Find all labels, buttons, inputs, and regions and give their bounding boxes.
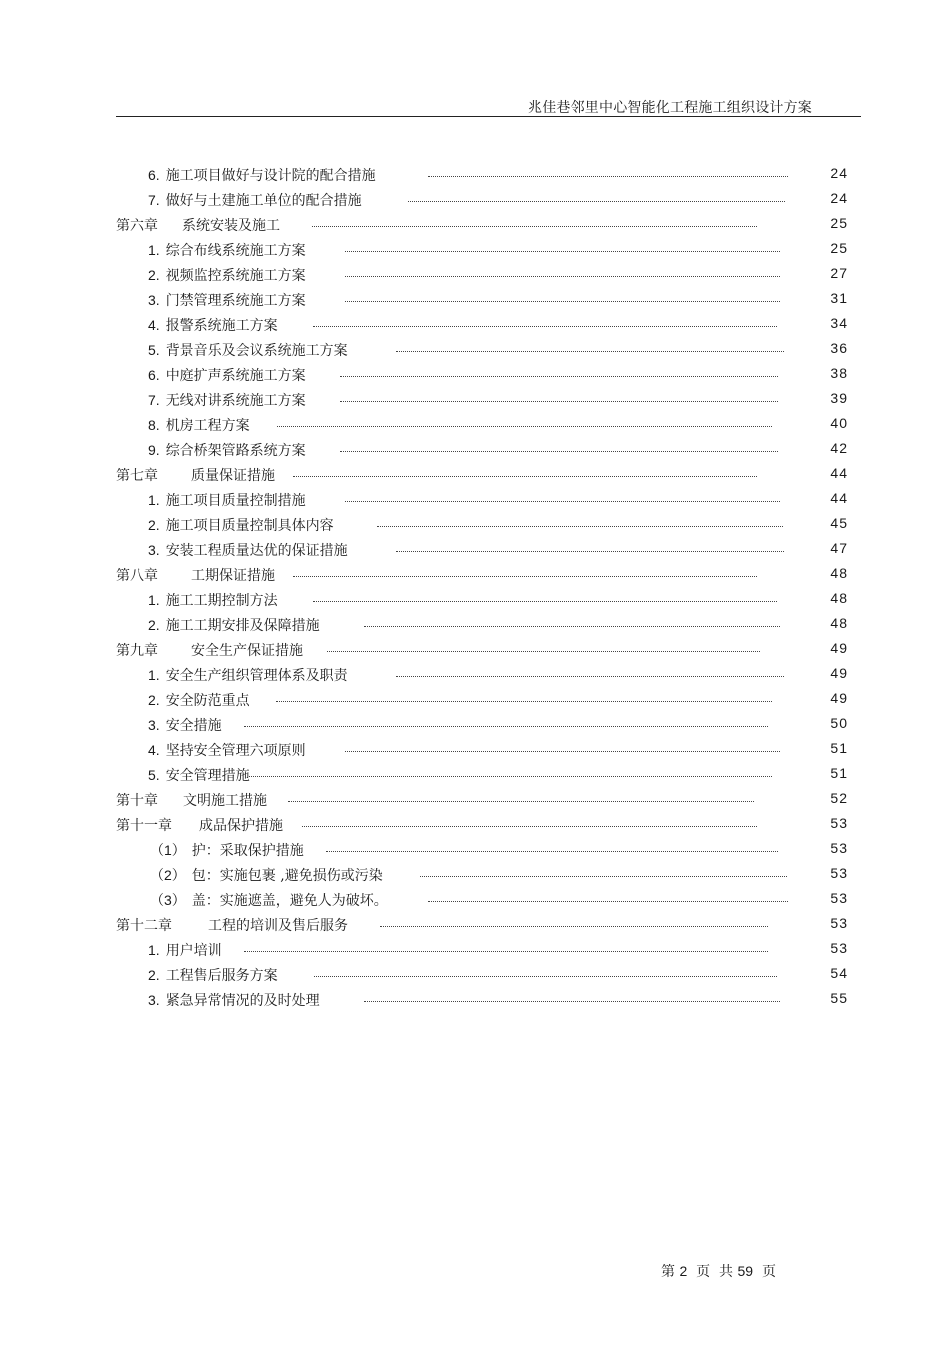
header-divider <box>116 116 861 117</box>
toc-chapter-row <box>0 638 950 663</box>
toc-entry-number: 1. <box>148 942 160 958</box>
toc-entry-title: 盖：实施遮盖，避免人为破坏。 <box>191 893 388 909</box>
toc-entry-title: 工程售后服务方案 <box>165 968 278 984</box>
toc-entry-label <box>148 715 222 735</box>
toc-section-row <box>0 938 950 963</box>
toc-dot-leader <box>428 901 788 902</box>
toc-page-number: 55 <box>830 990 848 1006</box>
toc-entry-number: 1. <box>148 242 160 258</box>
toc-entry-label <box>148 990 320 1010</box>
footer-prefix: 第 <box>661 1264 675 1280</box>
toc-entry-label <box>148 965 278 985</box>
toc-dot-leader <box>293 576 757 577</box>
toc-page-number: 36 <box>830 340 848 356</box>
toc-page-number: 47 <box>830 540 848 556</box>
toc-section-row <box>0 513 950 538</box>
toc-page-number: 42 <box>830 440 848 456</box>
toc-entry-number: 9. <box>148 442 160 458</box>
toc-entry-number: 5. <box>148 342 160 358</box>
toc-entry-label <box>148 540 348 560</box>
toc-page-number: 40 <box>830 415 848 431</box>
toc-dot-leader <box>345 301 780 302</box>
toc-section-row <box>0 438 950 463</box>
toc-dot-leader <box>345 751 780 752</box>
footer-suffix: 页 <box>762 1264 776 1280</box>
toc-dot-leader <box>312 226 757 227</box>
toc-entry-label <box>148 590 278 610</box>
toc-entry-title: 工期保证措施 <box>191 568 275 584</box>
toc-entry-number: 6. <box>148 167 160 183</box>
toc-page-number: 27 <box>830 265 848 281</box>
toc-section-row <box>0 538 950 563</box>
toc-entry-number: 3. <box>148 992 160 1008</box>
toc-page-number: 50 <box>830 715 848 731</box>
toc-section-row <box>0 313 950 338</box>
toc-entry-number: （2） <box>150 867 186 883</box>
toc-chapter-row <box>0 463 950 488</box>
toc-entry-number: 3. <box>148 542 160 558</box>
toc-entry-number: 2. <box>148 267 160 283</box>
toc-entry-title: 坚持安全管理六项原则 <box>165 743 306 759</box>
toc-entry-number: 1. <box>148 492 160 508</box>
toc-entry-title: 视频监控系统施工方案 <box>165 268 306 284</box>
toc-dot-leader <box>396 351 784 352</box>
toc-entry-label <box>148 340 348 360</box>
toc-entry-label <box>148 515 334 535</box>
toc-entry-label <box>150 865 383 885</box>
toc-entry-label <box>150 890 388 910</box>
toc-entry-title: 报警系统施工方案 <box>165 318 278 334</box>
toc-dot-leader <box>428 176 788 177</box>
toc-entry-label <box>148 765 250 785</box>
toc-entry-number: 1. <box>148 667 160 683</box>
table-of-contents <box>0 163 950 1013</box>
toc-entry-label <box>148 265 306 285</box>
toc-dot-leader <box>340 451 778 452</box>
toc-entry-label <box>116 640 303 660</box>
toc-section-row <box>0 413 950 438</box>
toc-entry-number: 第八章 <box>116 568 158 584</box>
toc-section-row <box>0 588 950 613</box>
toc-entry-title: 安装工程质量达优的保证措施 <box>165 543 348 559</box>
toc-entry-number: 7. <box>148 192 160 208</box>
toc-dot-leader <box>345 501 780 502</box>
toc-entry-title: 文明施工措施 <box>183 793 267 809</box>
toc-section-row <box>0 738 950 763</box>
toc-entry-title: 工程的培训及售后服务 <box>208 918 348 934</box>
toc-entry-label <box>148 740 306 760</box>
toc-entry-label <box>148 315 278 335</box>
toc-dot-leader <box>244 951 768 952</box>
toc-entry-number: 第七章 <box>116 468 158 484</box>
toc-entry-title: 系统安装及施工 <box>182 218 280 234</box>
toc-entry-number: 2. <box>148 517 160 533</box>
toc-page-number: 44 <box>830 490 848 506</box>
toc-entry-title: 中庭扩声系统施工方案 <box>165 368 306 384</box>
toc-section-row <box>0 388 950 413</box>
toc-entry-label <box>116 790 267 810</box>
toc-page-number: 54 <box>830 965 848 981</box>
toc-entry-label <box>148 690 250 710</box>
toc-section-row <box>0 863 950 888</box>
toc-dot-leader <box>302 826 757 827</box>
toc-entry-title: 用户培训 <box>165 943 222 959</box>
toc-entry-label <box>116 465 275 485</box>
toc-page-number: 48 <box>830 590 848 606</box>
toc-entry-label <box>148 665 348 685</box>
toc-entry-label <box>150 840 304 860</box>
toc-entry-number: 8. <box>148 417 160 433</box>
toc-page-number: 52 <box>830 790 848 806</box>
toc-page-number: 24 <box>830 165 848 181</box>
toc-entry-title: 质量保证措施 <box>191 468 275 484</box>
toc-entry-title: 综合布线系统施工方案 <box>165 243 306 259</box>
toc-entry-title: 背景音乐及会议系统施工方案 <box>165 343 348 359</box>
toc-page-number: 53 <box>830 865 848 881</box>
toc-page-number: 53 <box>830 940 848 956</box>
toc-section-row <box>0 488 950 513</box>
toc-dot-leader <box>313 601 777 602</box>
toc-entry-title: 机房工程方案 <box>165 418 250 434</box>
toc-page-number: 49 <box>830 665 848 681</box>
toc-dot-leader <box>364 1001 780 1002</box>
toc-entry-number: 第九章 <box>116 643 158 659</box>
toc-entry-label <box>148 440 306 460</box>
toc-dot-leader <box>396 551 784 552</box>
toc-entry-title: 安全生产组织管理体系及职责 <box>165 668 348 684</box>
toc-entry-label <box>148 290 306 310</box>
toc-entry-number: 4. <box>148 742 160 758</box>
document-header-title: 兆佳巷邻里中心智能化工程施工组织设计方案 <box>528 100 812 116</box>
toc-dot-leader <box>249 776 772 777</box>
toc-dot-leader <box>314 976 777 977</box>
toc-dot-leader <box>380 926 768 927</box>
toc-dot-leader <box>345 251 780 252</box>
toc-page-number: 51 <box>830 765 848 781</box>
toc-section-row <box>0 363 950 388</box>
toc-entry-label <box>148 165 376 185</box>
toc-dot-leader <box>277 426 772 427</box>
toc-entry-label <box>116 815 283 835</box>
toc-section-row <box>0 963 950 988</box>
toc-entry-number: 第十章 <box>116 793 158 809</box>
toc-entry-number: （3） <box>150 892 186 908</box>
toc-entry-label <box>148 490 306 510</box>
toc-page-number: 49 <box>830 690 848 706</box>
toc-chapter-row <box>0 563 950 588</box>
toc-entry-title: 做好与土建施工单位的配合措施 <box>165 193 362 209</box>
toc-page-number: 25 <box>830 240 848 256</box>
toc-entry-title: 施工项目质量控制措施 <box>165 493 306 509</box>
toc-section-row <box>0 763 950 788</box>
toc-section-row <box>0 338 950 363</box>
toc-chapter-row <box>0 213 950 238</box>
toc-section-row <box>0 188 950 213</box>
toc-entry-number: （1） <box>150 842 186 858</box>
toc-dot-leader <box>293 476 757 477</box>
toc-entry-title: 施工项目做好与设计院的配合措施 <box>165 168 376 184</box>
toc-entry-title: 无线对讲系统施工方案 <box>165 393 306 409</box>
toc-entry-number: 3. <box>148 292 160 308</box>
toc-entry-number: 第十一章 <box>116 818 172 834</box>
toc-dot-leader <box>244 726 768 727</box>
toc-dot-leader <box>340 376 778 377</box>
toc-entry-title: 安全措施 <box>165 718 222 734</box>
toc-entry-number: 3. <box>148 717 160 733</box>
toc-dot-leader <box>396 676 784 677</box>
toc-page-number: 49 <box>830 640 848 656</box>
toc-page-number: 48 <box>830 565 848 581</box>
toc-section-row <box>0 688 950 713</box>
toc-entry-label <box>116 565 275 585</box>
toc-entry-title: 施工项目质量控制具体内容 <box>165 518 334 534</box>
toc-section-row <box>0 713 950 738</box>
toc-entry-number: 6. <box>148 367 160 383</box>
toc-page-number: 25 <box>830 215 848 231</box>
toc-entry-label <box>148 365 306 385</box>
toc-entry-number: 2. <box>148 967 160 983</box>
toc-section-row <box>0 888 950 913</box>
toc-entry-label <box>116 915 348 935</box>
toc-entry-number: 第十二章 <box>116 918 172 934</box>
footer-current-page: 2 <box>679 1263 688 1279</box>
toc-dot-leader <box>408 201 785 202</box>
toc-dot-leader <box>345 276 780 277</box>
toc-dot-leader <box>420 876 787 877</box>
toc-entry-title: 施工工期控制方法 <box>165 593 278 609</box>
toc-section-row <box>0 988 950 1013</box>
toc-page-number: 34 <box>830 315 848 331</box>
toc-dot-leader <box>364 626 780 627</box>
toc-entry-label <box>148 190 362 210</box>
toc-entry-title: 包：实施包裹 ,避免损伤或污染 <box>191 868 383 884</box>
toc-entry-title: 门禁管理系统施工方案 <box>165 293 306 309</box>
toc-entry-number: 2. <box>148 692 160 708</box>
toc-entry-number: 7. <box>148 392 160 408</box>
toc-page-number: 51 <box>830 740 848 756</box>
toc-entry-label <box>148 240 306 260</box>
toc-page-number: 53 <box>830 915 848 931</box>
toc-page-number: 44 <box>830 465 848 481</box>
toc-entry-title: 安全管理措施 <box>165 768 250 784</box>
toc-page-number: 45 <box>830 515 848 531</box>
toc-section-row <box>0 263 950 288</box>
toc-chapter-row <box>0 813 950 838</box>
toc-section-row <box>0 838 950 863</box>
toc-entry-label <box>148 615 320 635</box>
page-footer <box>661 1261 776 1281</box>
toc-dot-leader <box>377 526 783 527</box>
toc-entry-label <box>148 415 250 435</box>
toc-section-row <box>0 613 950 638</box>
toc-section-row <box>0 663 950 688</box>
toc-page-number: 38 <box>830 365 848 381</box>
toc-section-row <box>0 163 950 188</box>
toc-section-row <box>0 288 950 313</box>
toc-entry-number: 5. <box>148 767 160 783</box>
toc-page-number: 39 <box>830 390 848 406</box>
toc-entry-label <box>148 940 222 960</box>
toc-dot-leader <box>327 651 760 652</box>
toc-entry-number: 2. <box>148 617 160 633</box>
toc-entry-label <box>148 390 306 410</box>
toc-entry-title: 紧急异常情况的及时处理 <box>165 993 320 1009</box>
toc-page-number: 31 <box>830 290 848 306</box>
toc-dot-leader <box>326 851 778 852</box>
toc-entry-number: 第六章 <box>116 218 158 234</box>
toc-entry-number: 1. <box>148 592 160 608</box>
toc-entry-title: 护：采取保护措施 <box>191 843 304 859</box>
toc-section-row <box>0 238 950 263</box>
toc-entry-label <box>116 215 280 235</box>
footer-total-pages: 59 <box>737 1263 754 1279</box>
toc-entry-title: 安全防范重点 <box>165 693 250 709</box>
toc-chapter-row <box>0 913 950 938</box>
toc-page-number: 48 <box>830 615 848 631</box>
toc-page-number: 53 <box>830 840 848 856</box>
toc-dot-leader <box>288 801 754 802</box>
toc-entry-number: 4. <box>148 317 160 333</box>
toc-dot-leader <box>276 701 772 702</box>
toc-entry-title: 成品保护措施 <box>199 818 283 834</box>
toc-page-number: 53 <box>830 815 848 831</box>
toc-page-number: 53 <box>830 890 848 906</box>
toc-dot-leader <box>340 401 778 402</box>
toc-entry-title: 安全生产保证措施 <box>191 643 303 659</box>
footer-mid: 页 共 <box>696 1264 734 1280</box>
toc-entry-title: 施工工期安排及保障措施 <box>165 618 320 634</box>
toc-page-number: 24 <box>830 190 848 206</box>
toc-entry-title: 综合桥架管路系统方案 <box>165 443 306 459</box>
toc-dot-leader <box>313 326 777 327</box>
toc-chapter-row <box>0 788 950 813</box>
